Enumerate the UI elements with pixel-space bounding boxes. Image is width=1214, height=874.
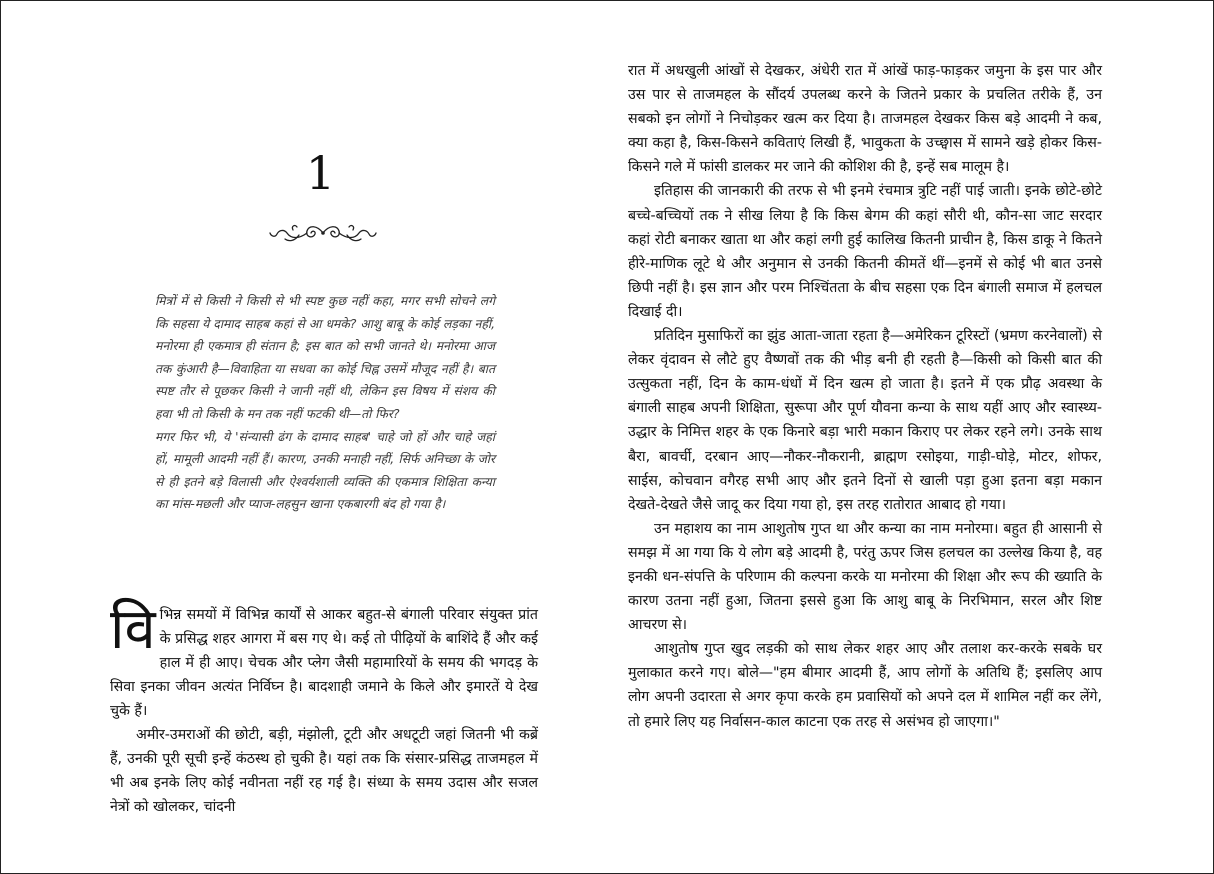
body-paragraph: रात में अधखुली आंखों से देखकर, अंधेरी रात में आंखें फाड़-फाड़कर जमुना के इस पार और उस पार से ताजमहल के सौंदर्य उपलब्ध करने के जितने प्रकार के प्रचलित तरीके हैं, उन सबको इन लोगों ने निचोड़कर खत्म कर दिया है। ताजमहल देखकर किस बड़े आदमी ने कब, क्या कहा है, किस-किसने कविताएं लिखी हैं, भावुकता के उच्छ्वास में सामने खड़े होकर किस-किसने गले में फांसी डालकर मर जाने की कोशिश की है, इन्हें सब मालूम है। (628, 63, 1102, 176)
body-paragraph: उन महाशय का नाम आशुतोष गुप्त था और कन्या का नाम मनोरमा। बहुत ही आसानी से समझ में आ गया कि ये लोग बड़े आदमी है, परंतु ऊपर जिस हलचल का उल्लेख किया है, वह इनकी धन-संपत्ति के परिणाम की कल्पना करके या मनोरमा की शिक्षा और रूप की ख्याति के कारण उतना नहीं हुआ, जितना इससे हुआ कि आशु बाबू के निरभिमान, सरल और शिष्ट आचरण से। (628, 520, 1102, 634)
body-paragraph: प्रतिदिन मुसाफिरों का झुंड आता-जाता रहता है—अमेरिकन टूरिस्टों (भ्रमण करनेवालों) से लेकर वृंदावन से लौटे हुए वैष्णवों तक की भीड़ बनी ही रहती है—किसी को किसी बात की उत्सुकता नहीं, दिन के काम-धंधों में दिन खत्म हो जाता है। इतने में एक प्रौढ़ अवस्था के बंगाली साहब अपनी शिक्षिता, सुरूपा और पूर्ण यौवना कन्या के साथ यहीं आए और स्वास्थ्य-उद्धार के निमित्त शहर के एक किनारे बड़ा भारी मकान किराए पर लेकर रहने लगे। उनके साथ बैरा, बावर्ची, दरबान आए—नौकर-नौकरानी, ब्राह्मण रसोइया, गाड़ी-घोड़े, मोटर, शोफर, साईस, कोचवान वगैरह सभी आए और इतने दिनों से खाली पड़ा हुआ इतना बड़ा मकान देखते-देखते जैसे जादू कर दिया गया हो, इस तरह रातोरात आबाद हो गया। (628, 328, 1102, 513)
opening-paragraph (110, 597, 538, 723)
body-paragraph: इतिहास की जानकारी की तरफ से भी इनमे रंचमात्र त्रुटि नहीं पाई जाती। इनके छोटे-छोटे बच्चे-बच्चियों तक ने सीख लिया है कि किस बेगम की कहां सौरी थी, कौन-सा जाट सरदार कहां रोटी बनाकर खाता था और कहां लगी हुई कालिख कितनी प्राचीन है, किस डाकू ने कितने हीरे-माणिक लूटे थे और अनुमान से उनकी कितनी कीमतें थीं—इनमें से कोई भी बात उनसे छिपी नहीं है। इस ज्ञान और परम निश्चिंतता के बीच सहसा एक दिन बंगाली समाज में हलचल दिखाई दी। (628, 183, 1102, 320)
chapter-number: 1 (305, 146, 336, 200)
body-paragraph: आशुतोष गुप्त खुद लड़की को साथ लेकर शहर आए और तलाश कर-करके सबके घर मुलाकात करने गए। बोले—"हम बीमार आदमी हैं, आप लोगों के अतिथि हैं; इसलिए आप लोग अपनी उदारता से अगर कृपा करके हम प्रवासियों को अपने दल में शामिल नहीं कर लेंगे, तो हमारे लिए यह निर्वासन-काल काटना एक तरह से असंभव हो जाएगा।" (628, 641, 1102, 730)
ornament-flourish-icon (269, 221, 377, 245)
right-body-text (628, 59, 1102, 734)
left-body-text (110, 597, 538, 819)
drop-cap: वि (110, 597, 156, 662)
chapter-epigraph (155, 290, 495, 516)
epigraph-paragraph: मित्रों में से किसी ने किसी से भी स्पष्ट कुछ नहीं कहा, मगर सभी सोचने लगे कि सहसा ये दामाद साहब कहां से आ धमके? आशु बाबू के कोई लड़का नहीं, मनोरमा ही एकमात्र ही संतान है; इस बात को सभी जानते थे। मनोरमा आज तक कुंआरी है—विवाहिता या सधवा का कोई चिह्न उसमें मौजूद नहीं है। बात स्पष्ट तौर से पूछकर किसी ने जानी नहीं थी, लेकिन इस विषय में संशय की हवा भी तो किसी के मन तक नहीं फटकी थी—तो फिर? (155, 294, 495, 421)
opening-paragraph-text: भिन्न समयों में विभिन्न कार्यों से आकर बहुत-से बंगाली परिवार संयुक्त प्रांत के प्रसिद्ध शहर आगरा में बस गए थे। कई तो पीढ़ियों के बाशिंदे हैं और कई हाल में ही आए। चेचक और प्लेग जैसी महामारियों के समय की भगदड़ के सिवा इनका जीवन अत्यंत निर्विघ्न है। बादशाही जमाने के किले और इमारतें ये देख चुके हैं। (110, 607, 538, 719)
right-page (608, 1, 1213, 873)
left-page (1, 1, 608, 873)
epigraph-paragraph: मगर फिर भी, ये 'संन्यासी ढंग के दामाद साहब' चाहे जो हों और चाहे जहां हों, मामूली आदमी नहीं हैं। कारण, उनकी मनाही नहीं, सिर्फ अनिच्छा के जोर से ही इतने बड़े विलासी और ऐश्वर्यशाली व्यक्ति की एकमात्र शिक्षिता कन्या का मांस-मछली और प्याज-लहसुन खाना एकबारगी बंद हो गया है। (155, 429, 495, 512)
body-paragraph: अमीर-उमराओं की छोटी, बड़ी, मंझोली, टूटी और अधटूटी जहां जितनी भी कब्रें हैं, उनकी पूरी सूची इन्हें कंठस्थ हो चुकी है। यहां तक कि संसार-प्रसिद्ध ताजमहल में भी अब इनके लिए कोई नवीनता नहीं रह गई है। संध्या के समय उदास और सजल नेत्रों को खोलकर, चांदनी (110, 727, 538, 815)
